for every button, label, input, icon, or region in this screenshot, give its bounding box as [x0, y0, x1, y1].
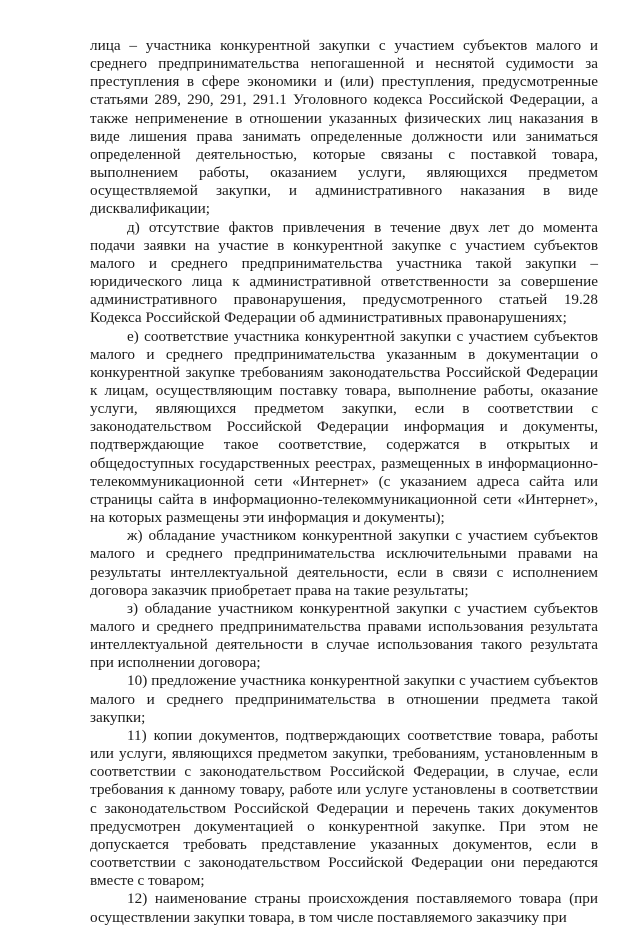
- paragraph-10: 10) предложение участника конкурентной закупки с участием субъектов малого и среднего предпринимательства в отношении предмета такой закупки;: [90, 672, 598, 726]
- paragraph-11: 11) копии документов, подтверждающих соответствие товара, работы или услуги, являющихся предметом закупки, требованиям, установленным в соответствии с законодательством Российской Федерации, в случае, если требования к данному товару, работе или услуге установлены в соответствии с законодательством Российской Федерации и перечень таких документов предусмотрен документацией о конкурентной закупке. При этом не допускается требовать представление указанных документов, если в соответствии с законодательством Российской Федерации они передаются вместе с товаром;: [90, 726, 598, 890]
- paragraph-g-continuation: лица – участника конкурентной закупки с участием субъектов малого и среднего предпринимательства непогашенной и неснятой судимости за преступления в сфере экономики и (или) преступления, предусмотренные статьями 289, 290, 291, 291.1 Уголовного кодекса Российской Федерации, а также неприменение в отношении указанных физических лиц наказания в виде лишения права занимать определенные должности или заниматься определенной деятельностью, которые связаны с поставкой товара, выполнением работы, оказанием услуги, являющихся предметом осуществляемой закупки, и административного наказания в виде дисквалификации;: [90, 37, 598, 218]
- paragraph-12: 12) наименование страны происхождения поставляемого товара (при осуществлении закупки товара, в том числе поставляемого заказчику при: [90, 890, 598, 926]
- paragraph-e: е) соответствие участника конкурентной закупки с участием субъектов малого и среднего предпринимательства указанным в документации о конкурентной закупке требованиям законодательства Российской Федерации к лицам, осуществляющим поставку товара, выполнение работы, оказание услуги, являющихся предметом закупки, если в соответствии с законодательством Российской Федерации информация и документы, подтверждающие такое соответствие, содержатся в открытых и общедоступных государственных реестрах, размещенных в информационно-телекоммуникационной сети «Интернет» (с указанием адреса сайта или страницы сайта в информационно-телекоммуникационной сети «Интернет», на которых размещены эти информация и документы);: [90, 327, 598, 527]
- paragraph-z: з) обладание участником конкурентной закупки с участием субъектов малого и среднего предпринимательства правами использования результата интеллектуальной деятельности в случае использования такого результата при исполнении договора;: [90, 599, 598, 672]
- paragraph-zh: ж) обладание участником конкурентной закупки с участием субъектов малого и среднего предпринимательства исключительными правами на результаты интеллектуальной деятельности, если в связи с исполнением договора заказчик приобретает права на такие результаты;: [90, 527, 598, 599]
- paragraph-d: д) отсутствие фактов привлечения в течение двух лет до момента подачи заявки на участие в конкурентной закупке с участием субъектов малого и среднего предпринимательства участника такой закупки – юридического лица к административной ответственности за совершение административного правонарушения, предусмотренного статьей 19.28 Кодекса Российской Федерации об административных правонарушениях;: [90, 218, 598, 327]
- document-body: [90, 37, 598, 927]
